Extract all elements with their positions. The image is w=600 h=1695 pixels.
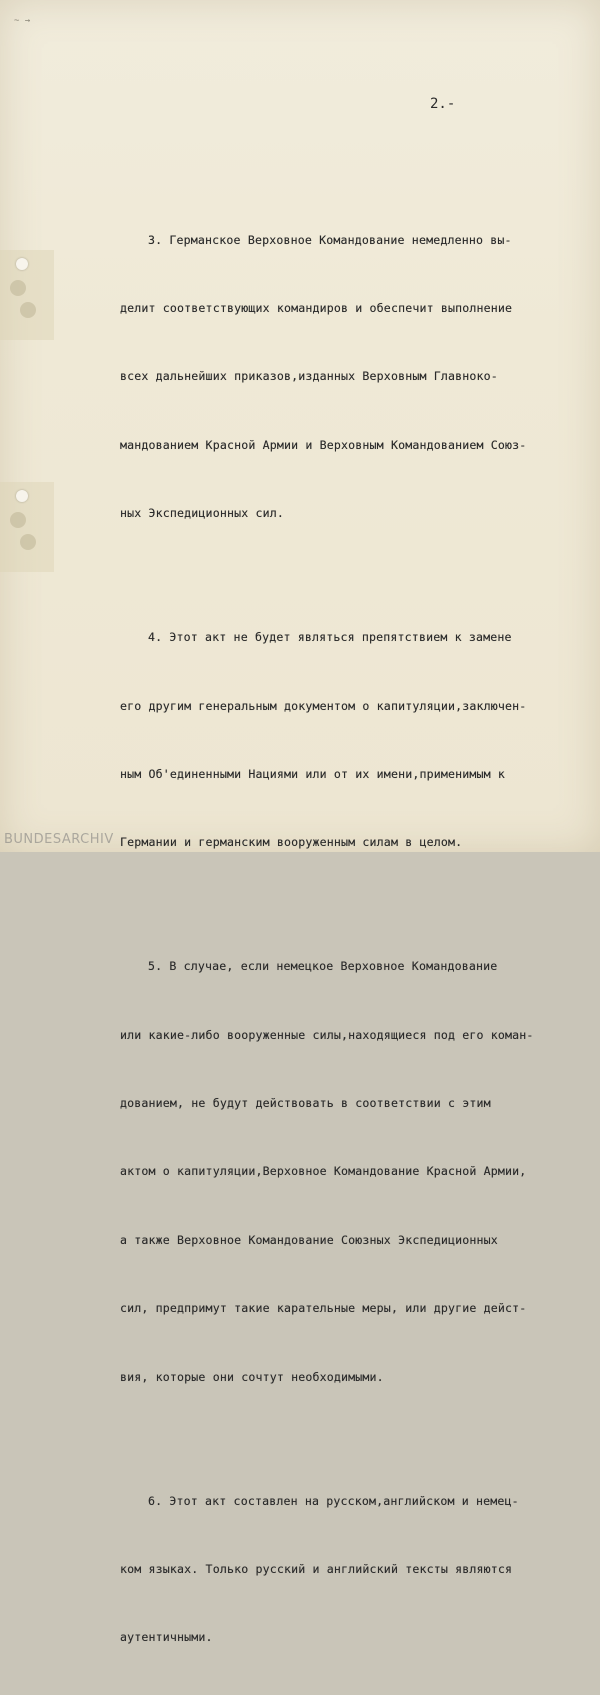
punch-hole-top (0, 250, 54, 340)
punch-hole-icon (16, 490, 28, 502)
text-line: всех дальнейших приказов,изданных Верховным Главноко- (120, 369, 498, 384)
paragraph-5 (120, 910, 588, 1434)
text-line: аутентичными. (120, 1630, 213, 1645)
text-line: 4. Этот акт не будет являться препятствием к замене (148, 630, 512, 645)
text-line: 5. В случае, если немецкое Верховное Командование (148, 959, 498, 974)
text-line: ным Об'единенными Нациями или от их имени,применимым к (120, 766, 506, 781)
archive-watermark: BUNDESARCHIV (4, 832, 114, 847)
text-line: Германии и германским вооруженным силам в целом. (120, 835, 463, 850)
text-line: 6. Этот акт составлен на русском,английском и немец- (148, 1493, 519, 1508)
text-line: сил, предпримут такие карательные меры, или другие дейст- (120, 1301, 527, 1316)
paragraph-6 (120, 1444, 588, 1695)
text-line: а также Верховное Командование Союзных Экспедиционных (120, 1232, 498, 1247)
document-body (120, 183, 588, 1695)
punch-hole-bottom (0, 482, 54, 572)
text-line: 3. Германское Верховное Командование немедленно вы- (148, 232, 512, 247)
page-number: 2.- (430, 96, 456, 112)
text-line: мандованием Красной Армии и Верховным Командованием Союз- (120, 437, 527, 452)
text-line: ных Экспедиционных сил. (120, 506, 284, 521)
text-line: актом о капитуляции,Верховное Командование Красной Армии, (120, 1164, 527, 1179)
text-line: его другим генеральным документом о капитуляции,заключен- (120, 698, 527, 713)
text-line: дованием, не будут действовать в соответствии с этим (120, 1096, 491, 1111)
text-line: или какие-либо вооруженные силы,находящиеся под его коман- (120, 1027, 534, 1042)
paragraph-4 (120, 581, 588, 900)
corner-mark: ~ → (14, 16, 31, 26)
paragraph-3 (120, 183, 588, 571)
text-line: вия, которые они сочтут необходимыми. (120, 1369, 384, 1384)
punch-hole-icon (16, 258, 28, 270)
text-line: ком языках. Только русский и английский тексты являются (120, 1562, 513, 1577)
text-line: делит соответствующих командиров и обеспечит выполнение (120, 300, 513, 315)
